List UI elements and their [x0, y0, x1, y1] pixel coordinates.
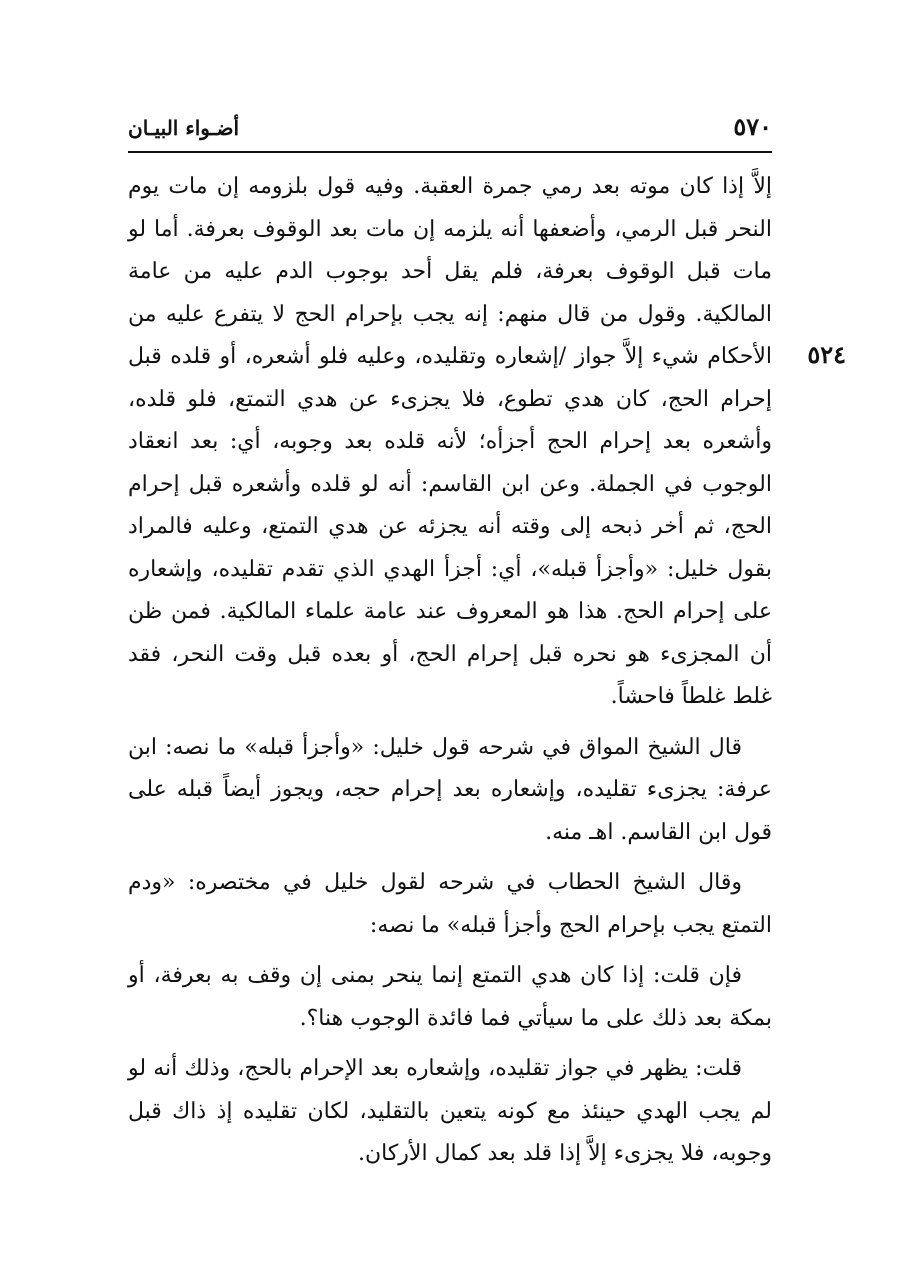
page-number: ٥٧٠ [733, 112, 772, 141]
paragraph-2: قال الشيخ المواق في شرحه قول خليل: «وأجزأ قبله» ما نصه: ابن عرفة: يجزىء تقليده، وإشعاره بعد إحرام حجه، ويجوز أيضاً قبله على قول ابن القاسم. اهـ منه. [128, 734, 772, 845]
paragraph-1: إلاَّ إذا كان موته بعد رمي جمرة العقبة. وفيه قول بلزومه إن مات يوم النحر قبل الرمي، وأضعفها أنه يلزمه إن مات بعد الوقوف بعرفة. أما لو مات قبل الوقوف بعرفة، فلم يقل أحد بوجوب الدم عليه من عامة المالكية. وقول من قال منهم: إنه يجب بإحرام الحج لا يتفرع عليه من الأحكام شيء إلاَّ جواز /إشعاره وتقليده، وعليه فلو أشعره، أو قلده قبل إحرام الحج، كان هدي تطوع، فلا يجزىء عن هدي التمتع، فلو قلده، وأشعره بعد إحرام الحج أجزأه؛ لأنه قلده بعد وجوبه، أي: بعد انعقاد الوجوب في الجملة. وعن ابن القاسم: أنه لو قلده وأشعره قبل إحرام الحج، ثم أخر ذبحه إلى وقته أنه يجزئه عن هدي التمتع، وعليه فالمراد بقول خليل: «وأجزأ قبله»، أي: أجزأ الهدي الذي تقدم تقليده، وإشعاره على إحرام الحج. هذا هو المعروف عند عامة علماء المالكية. فمن ظن أن المجزىء هو نحره قبل إحرام الحج، أو بعده قبل وقت النحر، فقد غلط غلطاً فاحشاً. [128, 174, 772, 709]
page-header [128, 108, 772, 148]
body-text [128, 166, 772, 1176]
paragraph-5: قلت: يظهر في جواز تقليده، وإشعاره بعد الإحرام بالحج، وذلك أنه لو لم يجب الهدي حينئذ مع كونه يتعين بالتقليد، لكان تقليده إذ ذاك قبل وجوبه، فلا يجزىء إلاَّ إذا قلد بعد كمال الأركان. [128, 1056, 772, 1166]
margin-page-marker: ٥٢٤ [807, 340, 846, 369]
book-title: أضـواء البيـان [128, 116, 240, 140]
paragraph-4: فإن قلت: إذا كان هدي التمتع إنما ينحر بمنى إن وقف به بعرفة، أو بمكة بعد ذلك على ما سيأتي فما فائدة الوجوب هنا؟. [128, 963, 772, 1031]
paragraph-3: وقال الشيخ الحطاب في شرحه لقول خليل في مختصره: «ودم التمتع يجب بإحرام الحج وأجزأ قبله» ما نصه: [128, 870, 772, 938]
header-divider [128, 151, 772, 153]
